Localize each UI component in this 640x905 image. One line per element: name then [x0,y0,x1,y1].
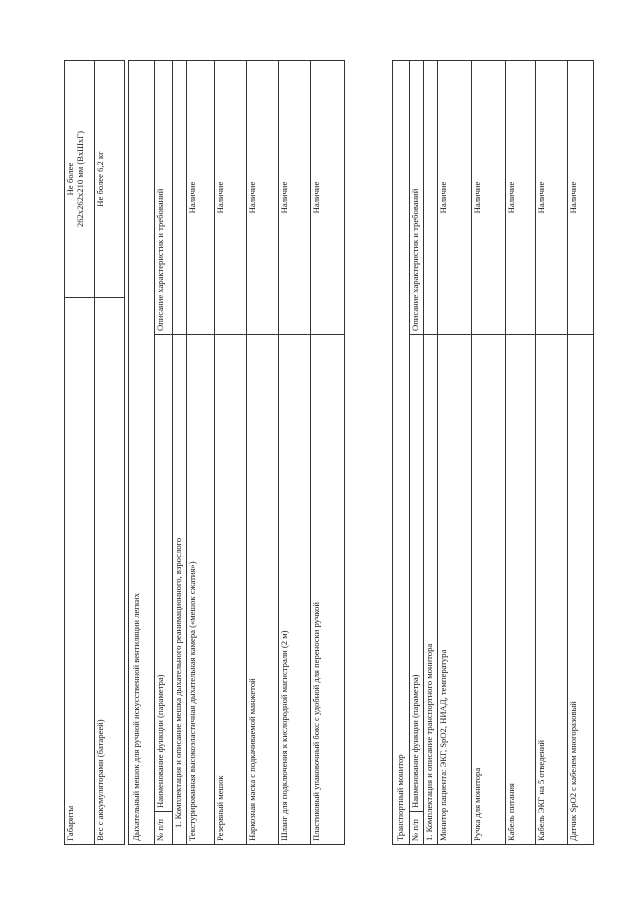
table-row [437,61,471,845]
header-desc: Описание характеристик и требований [155,61,173,335]
bag-section: 1. Комплектация и описание мешка дыхательного реанимационного, взрослого [173,335,187,845]
item-name: Резервный мешок [215,335,247,845]
table-row [505,61,535,845]
table-row [471,61,505,845]
spec-value-cell [95,61,125,298]
table-row [279,61,311,845]
bag-table-block [128,60,345,845]
item-value: Наличие [215,61,247,335]
item-value: Наличие [437,61,471,335]
spec-value-line: 262x262x210 мм (ВxШxГ) [74,130,85,228]
spec-table-block [64,60,125,845]
table-row [567,61,593,845]
table-row [95,61,125,845]
table-row [187,61,215,845]
monitor-table-block [392,60,594,845]
item-name: Ручка для монитора [471,335,505,845]
table-row [173,61,187,845]
spec-value-line: Не более [65,162,75,196]
item-name: Наркозная маска с подкачиваемой манжетой [247,335,279,845]
header-num: № п/п [155,812,173,845]
spec-name-cell: Вес с аккумуляторами (батареей) [95,298,125,845]
monitor-section: 1. Комплектация и описание транспортного монитора [423,335,437,845]
empty-cell [423,61,437,335]
table-row [247,61,279,845]
table-row [311,61,345,845]
monitor-title: Транспортный монитор [393,61,410,845]
item-value: Наличие [279,61,311,335]
empty-cell [173,61,187,335]
item-value: Наличие [567,61,593,335]
item-name: Датчик SpO2 с кабелем многоразовый [567,335,593,845]
monitor-table [392,60,594,845]
spec-value-cell [65,61,95,298]
item-name: Кабель ЭКГ на 5 отведений [535,335,567,845]
spec-value-line: Не более 6,2 кг [95,151,105,207]
item-name: Кабель питания [505,335,535,845]
header-name: Наименование функции (параметра) [155,335,173,812]
table-row [393,61,410,845]
item-name: Шланг для подключения к кислородной магистрали (2 м) [279,335,311,845]
item-name: Монитор пациента: ЭКГ, SpO2, НИАД, температура [437,335,471,845]
table-row [129,61,155,845]
table-row [409,61,423,845]
table-row [535,61,567,845]
spec-name-cell: Габариты [65,298,95,845]
table-row [65,61,95,845]
header-num: № п/п [409,812,423,845]
table-row [155,61,173,845]
bag-table [128,60,345,845]
item-value: Наличие [311,61,345,335]
table-row [215,61,247,845]
item-name: Пластиковый упаковочный бокс с удобной для переноски ручкой [311,335,345,845]
item-name: Текстурированная высокоэластичная дыхательная камера («мешок сжатия») [187,335,215,845]
header-desc: Описание характеристик и требований [409,61,423,335]
item-value: Наличие [535,61,567,335]
bag-title: Дыхательный мешок для ручной искусственной вентиляции легких [129,61,155,845]
header-name: Наименование функции (параметра) [409,335,423,812]
table-row [423,61,437,845]
item-value: Наличие [247,61,279,335]
spec-table [64,60,125,845]
item-value: Наличие [187,61,215,335]
item-value: Наличие [471,61,505,335]
item-value: Наличие [505,61,535,335]
